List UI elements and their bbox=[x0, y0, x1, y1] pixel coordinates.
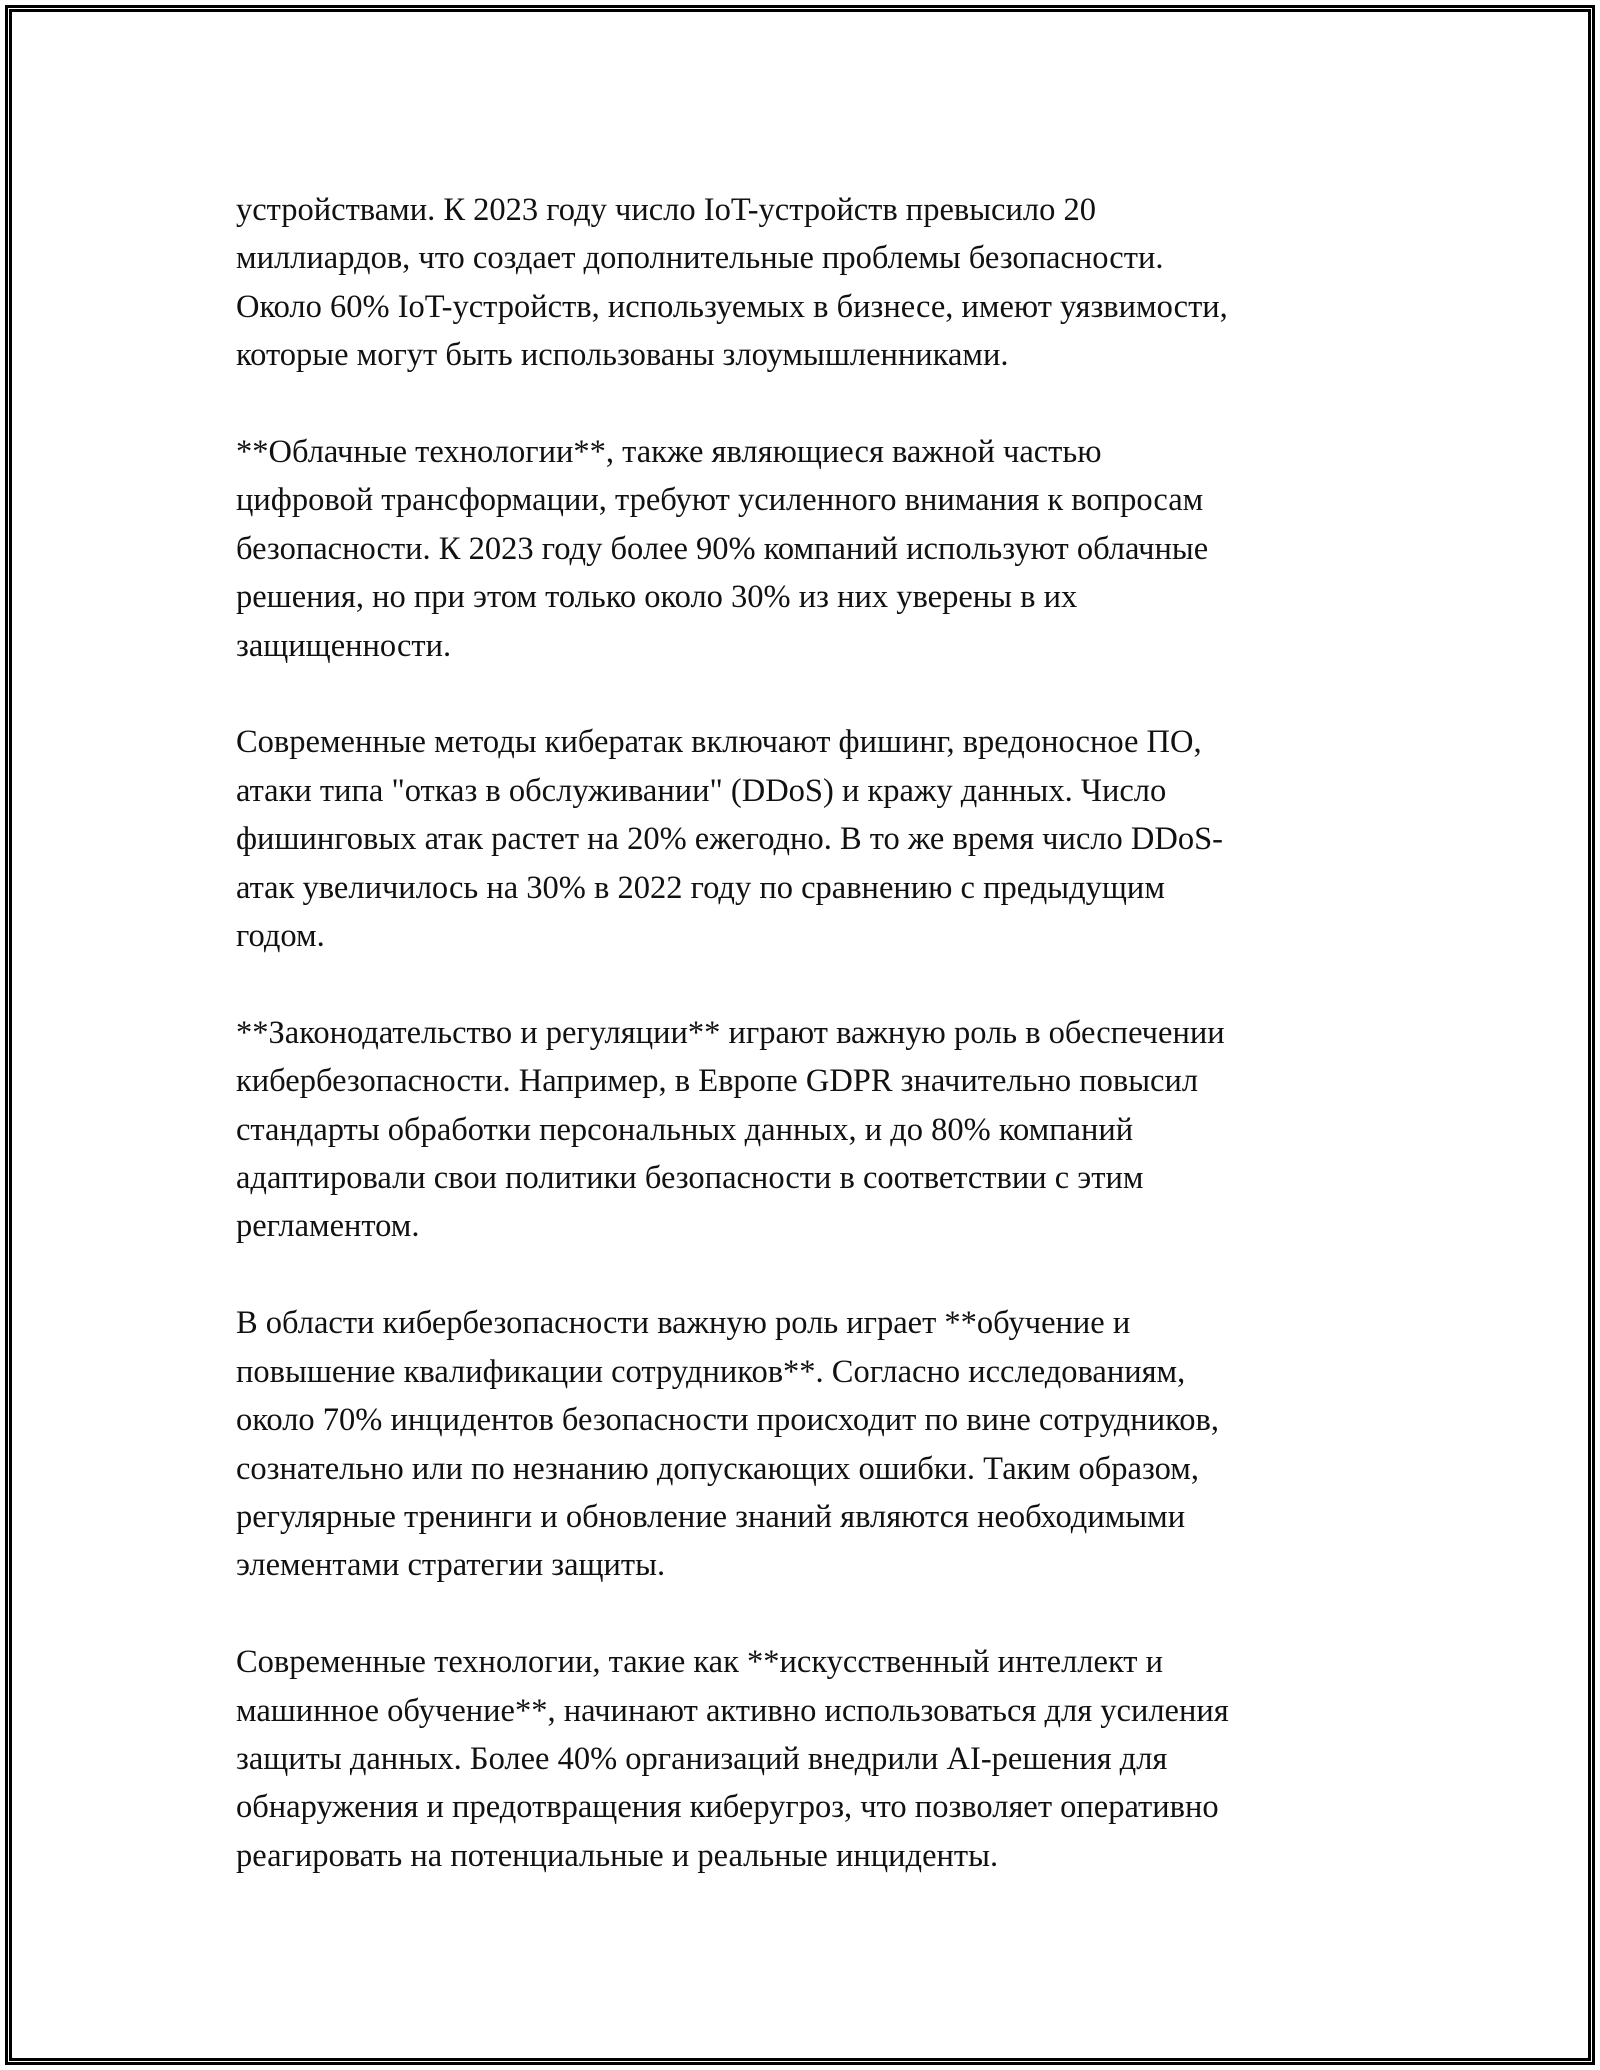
paragraph-staff-training: В области кибербезопасности важную роль играет **обучение и повышение квалификации сотрудников**. Согласно исследованиям, около 70% инцидентов безопасности происходит по вине сотрудников, сознательно или по незнанию допускающих ошибки. Таким образом, регулярные тренинги и обновление знаний являются необходимыми элементами стратегии защиты. bbox=[236, 1305, 1219, 1584]
paragraph-cloud-technologies: **Облачные технологии**, также являющиеся важной частью цифровой трансформации, требуют усиленного внимания к вопросам безопасности. К 2023 году более 90% компаний используют облачные решения, но при этом только около 30% из них уверены в их защищенности. bbox=[236, 434, 1209, 664]
paragraph-iot-devices: устройствами. К 2023 году число IoT-устройств превысило 20 миллиардов, что создает дополнительные проблемы безопасности. Около 60% IoT-устройств, используемых в бизнесе, имеют уязвимости, которые могут быть использованы злоумышленниками. bbox=[236, 192, 1228, 374]
paragraph-legislation: **Законодательство и регуляции** играют важную роль в обеспечении кибербезопасности. Например, в Европе GDPR значительно повысил стандарты обработки персональных данных, и до 80% компаний адаптировали свои политики безопасности в соответствии с этим регламентом. bbox=[236, 1014, 1225, 1245]
paragraph-ai-technologies: Современные технологии, такие как **искусственный интеллект и машинное обучение**, начинают активно использоваться для усиления защиты данных. Более 40% организаций внедрили AI-решения для обнаружения и предотвращения киберугроз, что позволяет оперативно реагировать на потенциальные и реальные инциденты. bbox=[236, 1644, 1229, 1874]
paragraph-cyberattack-methods: Современные методы кибератак включают фишинг, вредоносное ПО, атаки типа "отказ в обслуживании" (DDoS) и кражу данных. Число фишинговых атак растет на 20% ежегодно. В то же время число DDoS- атак увеличилось на 30% в 2022 году по сравнению с предыдущим годом. bbox=[236, 724, 1223, 955]
document-body bbox=[236, 186, 1366, 1880]
